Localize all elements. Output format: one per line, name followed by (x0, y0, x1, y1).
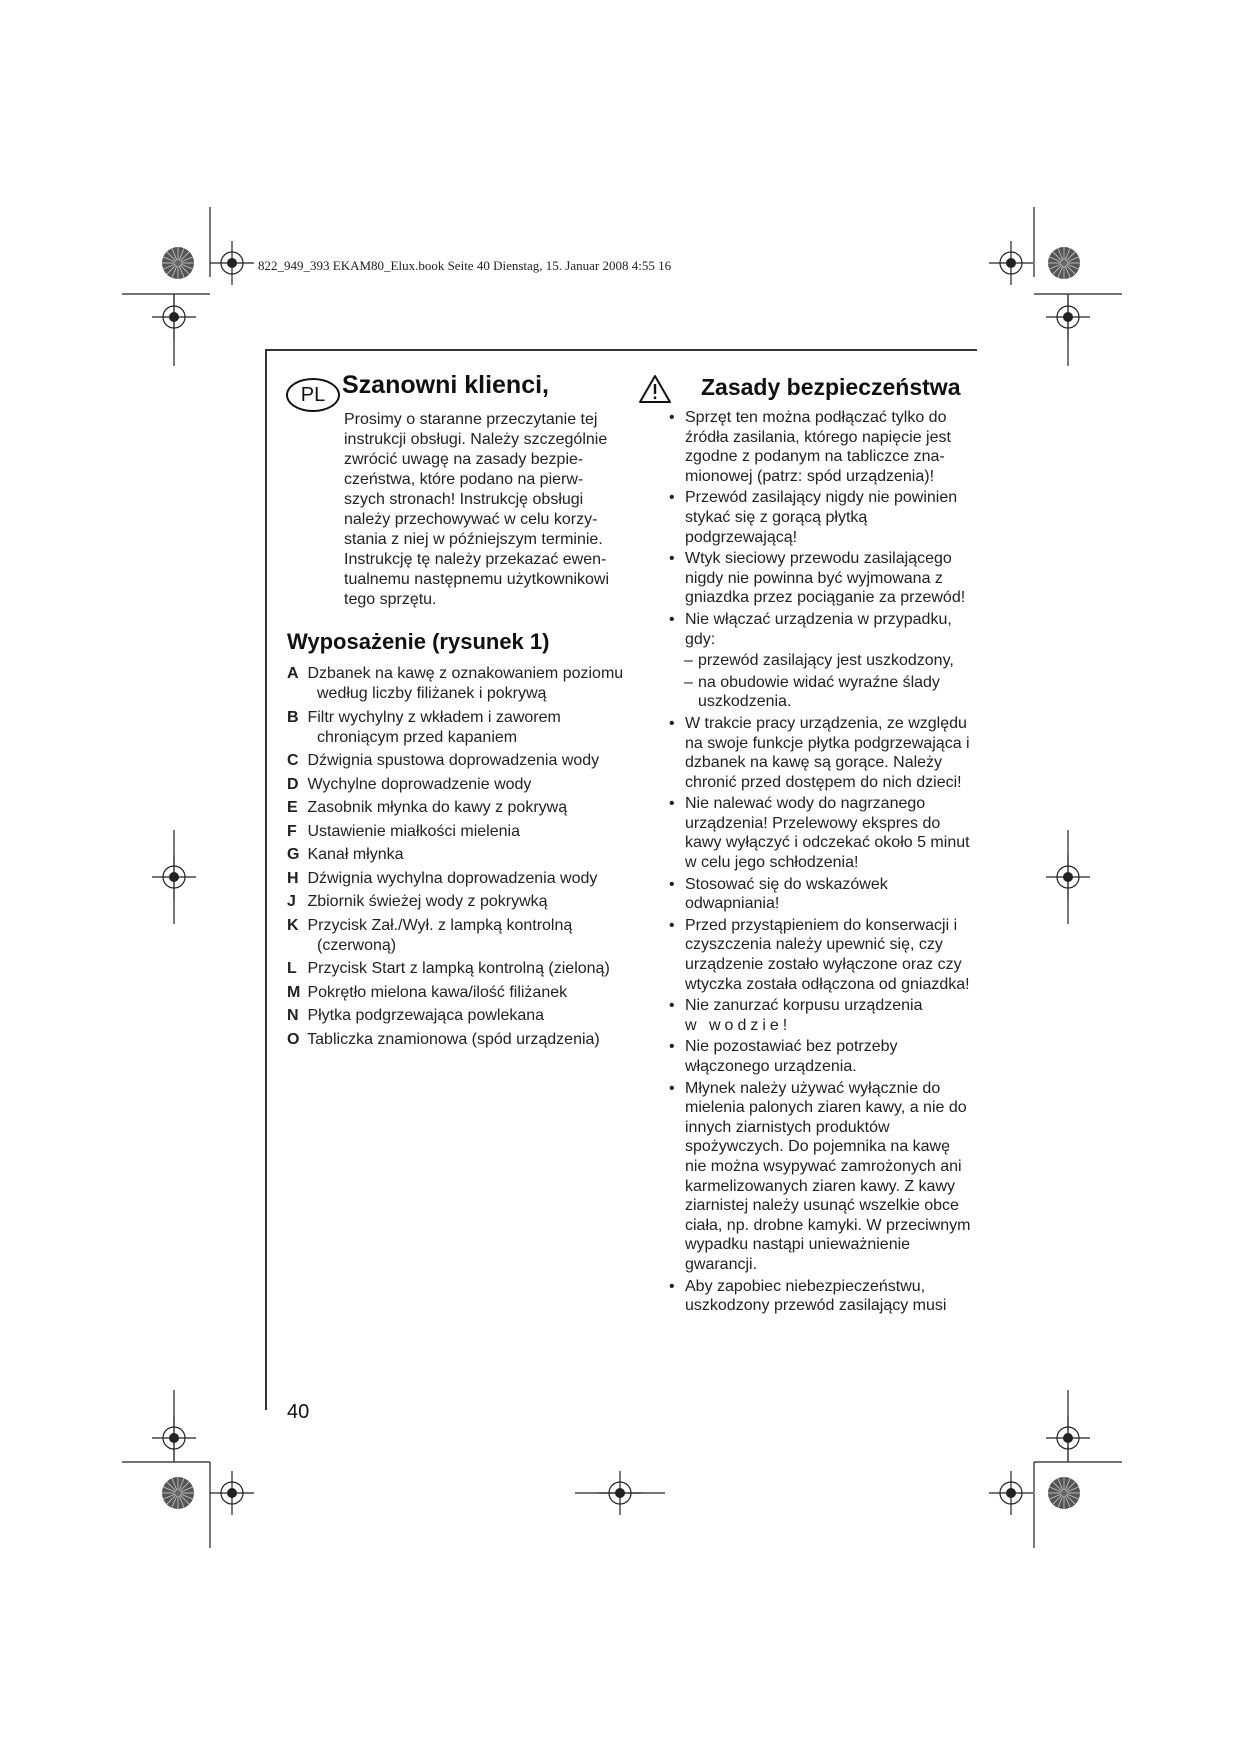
equipment-item: D Wychylne doprowadzenie wody (287, 775, 532, 793)
safety-heading: Zasady bezpieczeństwa (701, 374, 961, 400)
intro-line: szych stronach! Instrukcję obsługi (344, 491, 584, 508)
frame-left-rule (265, 350, 267, 1410)
safety-subitem: – na obudowie widać wyraźne ślady uszkodzenia. (666, 673, 972, 712)
equipment-item: A Dzbanek na kawę z oznakowaniem poziomu według liczby filiżanek i pokrywą (287, 665, 624, 702)
intro-line: Instrukcję tę należy przekazać ewen- (344, 551, 607, 568)
equipment-item: E Zasobnik młynka do kawy z pokrywą (287, 799, 568, 816)
safety-item: • Nie włączać urządzenia w przypadku, gdy: (666, 610, 972, 649)
intro-line: instrukcji obsługi. Należy szczególnie (344, 431, 608, 448)
intro-paragraph (344, 410, 626, 610)
equipment-item: F Ustawienie miałkości mielenia (287, 822, 520, 840)
top-left-reg-icon (210, 241, 254, 285)
file-info-header: 822_949_393 EKAM80_Elux.book Seite 40 Dienstag, 15. Januar 2008 4:55 16 (258, 258, 672, 273)
frame-top-rule (265, 349, 977, 351)
intro-line: zwrócić uwagę na zasady bezpie- (344, 451, 584, 468)
intro-line: tualnemu następnemu użytkownikowi (344, 571, 610, 588)
equipment-heading: Wyposażenie (rysunek 1) (287, 629, 550, 654)
page-number: 40 (287, 1401, 310, 1423)
equipment-item: J Zbiornik świeżej wody z pokrywką (287, 893, 548, 910)
greeting-title: Szanowni klienci, (342, 371, 549, 399)
equipment-item: C Dźwignia spustowa doprowadzenia wody (287, 752, 600, 769)
safety-item: • Sprzęt ten można podłączać tylko do źródła zasilania, którego napięcie jest zgodne z podanym na tabliczce zna-mionowej (patrz: spód urządzenia)! (666, 408, 972, 486)
top-right-star-icon (1048, 247, 1080, 279)
safety-item: • W trakcie pracy urządzenia, ze względu na swoje funkcje płytka podgrzewająca i dzbanek na kawę są gorące. Należy chronić przed dostępem do nich dzieci! (666, 714, 972, 792)
safety-item: • Nie zanurzać korpusu urządzenia w wodzie! (666, 996, 972, 1035)
intro-line: Prosimy o staranne przeczytanie tej (344, 411, 598, 428)
safety-subitem: – przewód zasilający jest uszkodzony, (666, 651, 972, 671)
equipment-item: B Filtr wychylny z wkładem i zaworem chroniącym przed kapaniem (287, 708, 561, 746)
language-badge: PL (286, 378, 340, 412)
safety-list (666, 408, 972, 1318)
bottom-left-reg-icon (210, 1471, 254, 1515)
safety-item: • Przed przystąpieniem do konserwacji i czyszczenia należy upewnić się, czy urządzenie zostało wyłączone oraz czy wtyczka została odłączona od gniazdka! (666, 916, 972, 994)
equipment-item: H Dźwignia wychylna doprowadzenia wody (287, 869, 598, 887)
equipment-item: M Pokrętło mielona kawa/ilość filiżanek (287, 983, 568, 1001)
safety-item: • Nie nalewać wody do nagrzanego urządzenia! Przelewowy ekspres do kawy wyłączyć i odczekać około 5 minut w celu jego schłodzenia! (666, 794, 972, 872)
equipment-list (287, 664, 637, 1053)
equipment-item: O Tabliczka znamionowa (spód urządzenia) (287, 1030, 600, 1048)
bottom-left-star-icon (162, 1477, 194, 1509)
intro-line: stania z niej w późniejszym terminie. (344, 531, 603, 548)
equipment-item: L Przycisk Start z lampką kontrolną (zieloną) (287, 960, 610, 977)
bottom-right-star-icon (1048, 1477, 1080, 1509)
equipment-item: G Kanał młynka (287, 846, 404, 863)
warning-triangle-icon (638, 374, 672, 404)
intro-line: tego sprzętu. (344, 591, 437, 608)
intro-line: należy przechowywać w celu korzy- (344, 511, 598, 528)
bottom-right-reg-icon (989, 1471, 1033, 1515)
safety-item: • Młynek należy używać wyłącznie do mielenia palonych ziaren kawy, a nie do innych ziarnistych produktów spożywczych. Do pojemnika na kawę nie można wsypywać zamrożonych ani karmelizowanych ziaren kawy. Z kawy ziarnistej należy usunąć wszelkie obce ciała, np. drobne kamyki. W przeciwnym wypadku nastąpi unieważnienie gwarancji. (666, 1079, 972, 1275)
safety-item: • Aby zapobiec niebezpieczeństwu, uszkodzony przewód zasilający musi (666, 1277, 972, 1316)
safety-item: • Przewód zasilający nigdy nie powinien stykać się z gorącą płytką podgrzewającą! (666, 488, 972, 547)
safety-item: • Nie pozostawiać bez potrzeby włączonego urządzenia. (666, 1037, 972, 1076)
safety-item: • Stosować się do wskazówek odwapniania! (666, 875, 972, 914)
equipment-item: K Przycisk Zał./Wył. z lampką kontrolną (czerwoną) (287, 916, 573, 954)
equipment-item: N Płytka podgrzewająca powlekana (287, 1007, 545, 1024)
top-right-reg-icon (989, 241, 1033, 285)
top-left-star-icon (162, 247, 194, 279)
safety-item: • Wtyk sieciowy przewodu zasilającego nigdy nie powinna być wyjmowana z gniazdka przez pociąganie za przewód! (666, 549, 972, 608)
intro-line: czeństwa, które podano na pierw- (344, 471, 584, 488)
